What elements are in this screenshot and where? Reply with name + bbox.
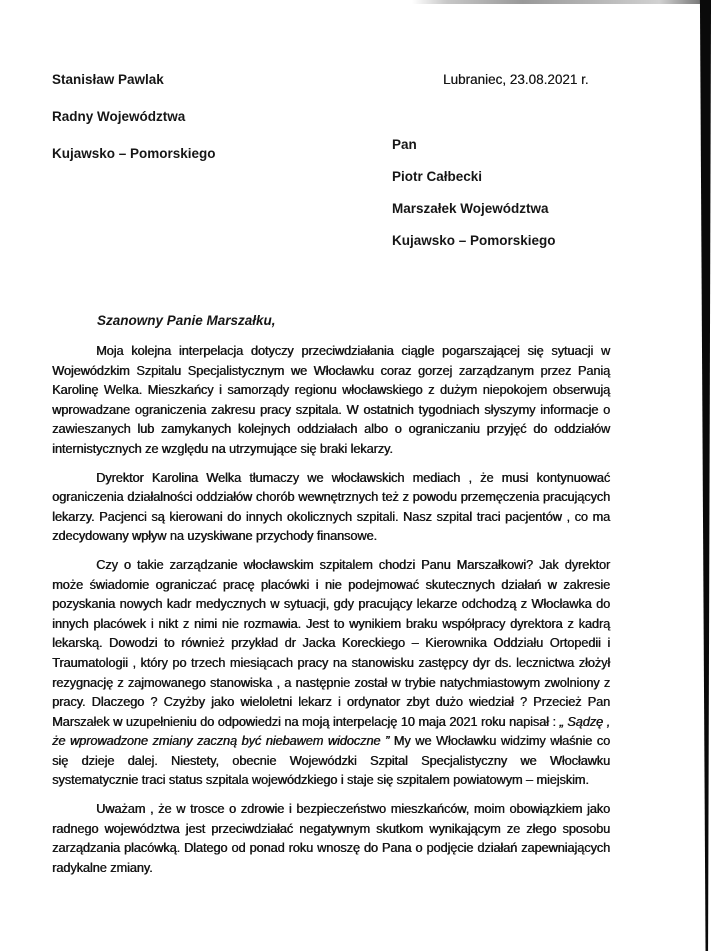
paragraph-3-text-before-quote: Czy o takie zarządzanie włocławskim szpitalem chodzi Panu Marszałkowi? Jak dyrektor może świadomie ograniczać pracę placówki i nie podejmować skutecznych działań w zakresie pozyskania nowych kadr medycznych w sytuacji, gdy pracujący lekarze odchodzą z Włocławka do innych placówek i nikt z nimi nie rozmawia. Jest to wynikiem braku współpracy dyrektora z kadrą lekarską. Dowodzi to również przykład dr Jacka Koreckiego – Kierownika Oddziału Ortopedii i Traumatologii , który po trzech miesiącach pracy na stanowisku zastępcy dyr ds. lecznictwa złożył rezygnację z zajmowanego stanowiska , a następnie został w trybie natychmiastowym zwolniony z pracy. Dlaczego ? Czyżby jako wieloletni lekarz i ordynator zbyt dużo wiedział ? Przecież Pan Marszałek w uzupełnieniu do odpowiedzi na moją interpelację 10 maja 2021 roku napisał : (52, 556, 610, 729)
paragraph-3 (52, 555, 610, 790)
sender-title-line-2: Kujawsko – Pomorskiego (52, 146, 216, 161)
paragraph-2: Dyrektor Karolina Welka tłumaczy we włocławskich mediach , że musi kontynuować ograniczenia działalności oddziałów chorób wewnętrznych też z powodu przemęczenia pracujących lekarzy. Pacjenci są kierowani do innych okolicznych szpitali. Nasz szpital traci pacjentów , co ma zdecydowany wpływ na uzyskiwane przychody finansowe. (52, 469, 610, 544)
paragraph-4: Uważam , że w trosce o zdrowie i bezpieczeństwo mieszkańców, moim obowiązkiem jako radnego województwa jest przeciwdziałać negatywnym skutkom wynikającym ze złego sposobu zarządzania placówką. Dlatego od ponad roku wnoszę do Pana o podjęcie działań zapewniających radykalne zmiany. (52, 801, 610, 875)
recipient-title-line-2: Kujawsko – Pomorskiego (392, 233, 556, 248)
recipient-name: Piotr Całbecki (392, 169, 483, 184)
recipient-block (392, 137, 556, 265)
sender-title-line-1: Radny Województwa (52, 109, 186, 124)
scan-artifact-top-edge (412, 0, 703, 4)
letter-body (52, 341, 610, 886)
scan-artifact-right-edge (697, 0, 711, 951)
quoted-text: „ Sądzę , że wprowadzone zmiany zaczną być niebawem widoczne ” (52, 713, 610, 749)
recipient-title-line-1: Marszałek Województwa (392, 201, 549, 216)
recipient-salutation: Pan (392, 137, 417, 152)
dateline: Lubraniec, 23.08.2021 r. (443, 72, 589, 87)
sender-block (52, 72, 216, 183)
greeting: Szanowny Panie Marszałku, (97, 313, 276, 328)
sender-name: Stanisław Pawlak (52, 72, 164, 87)
paragraph-1: Moja kolejna interpelacja dotyczy przeciwdziałania ciągle pogarszającej się sytuacji w Wojewódzkim Szpitalu Specjalistycznym we Włocławku coraz gorzej zarządzanym przez Panią Karolinę Welka. Mieszkańcy i samorządy regionu włocławskiego z dużym niepokojem obserwują wprowadzane ograniczenia zakresu pracy szpitala. W ostatnich tygodniach słyszymy informacje o zawieszanych lub zamykanych kolejnych oddziałach albo o ograniczaniu przyjęć do oddziałów internistycznych ze względu na utrzymujące się braki lekarzy. (52, 343, 610, 456)
paragraph-3-text-after-quote: My we Włocławku widzimy właśnie co się dzieje dalej. Niestety, obecnie Wojewódzki Szpital Specjalistyczny we Włocławku systematycznie traci status szpitala wojewódzkiego i staje się szpitalem powiatowym – miejskim. (52, 733, 610, 788)
